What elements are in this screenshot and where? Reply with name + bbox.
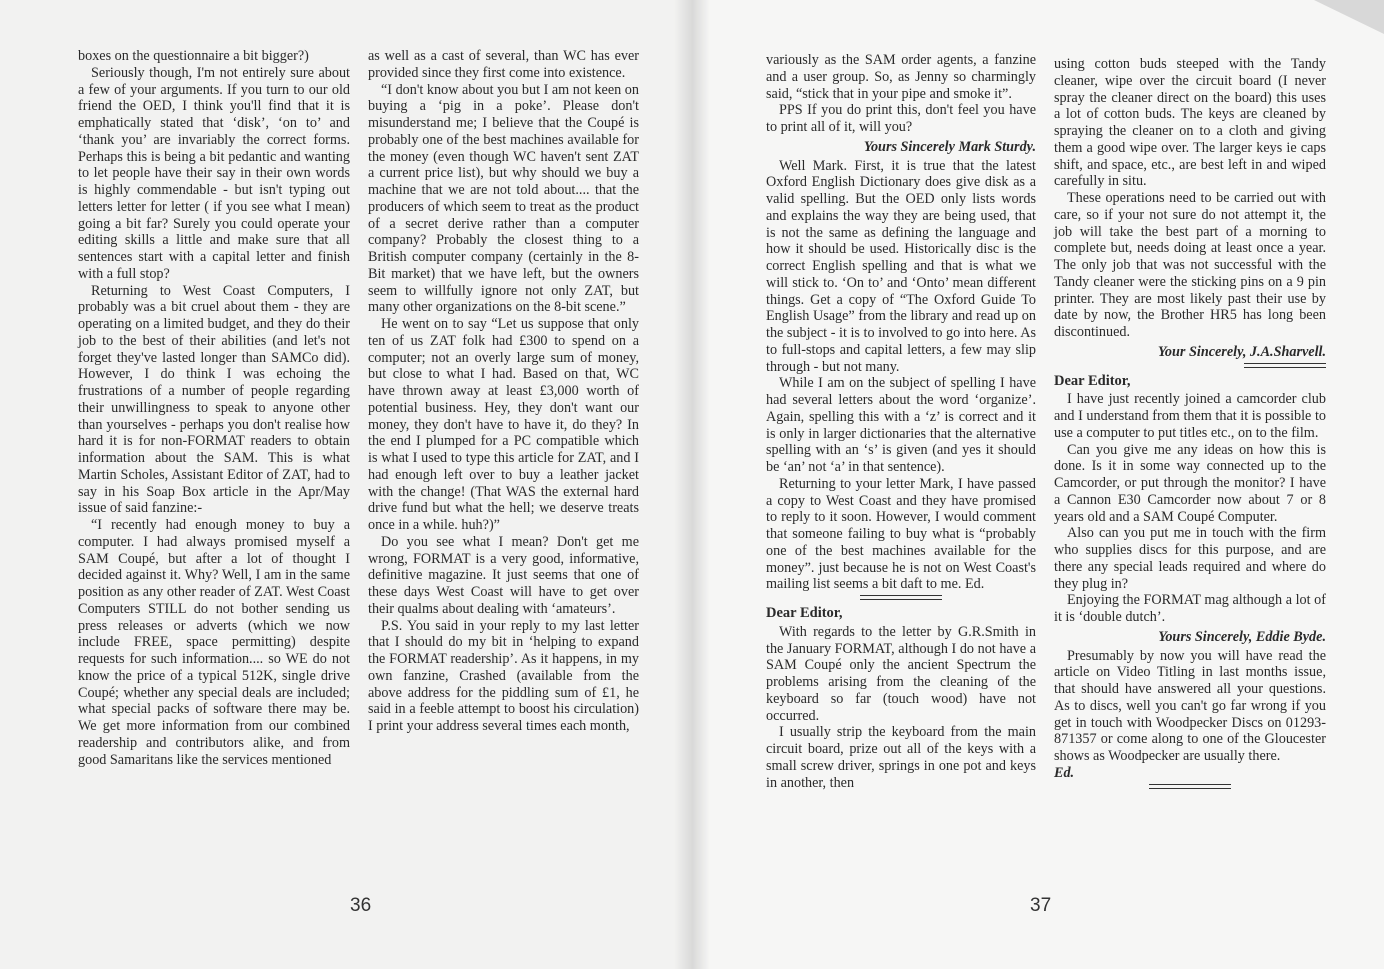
right-page: [692, 0, 1384, 969]
signature: Yours Sincerely, Eddie Byde.: [1158, 628, 1326, 645]
left-column-1: [78, 48, 350, 768]
right-column-2: [1054, 56, 1326, 794]
editor-reply: Returning to your letter Mark, I have passed a copy to West Coast and they have promised to reply to it soon. However, I would comment that someone failing to buy what is “probably one of the best machines available for the money”. just because he is not on West Coast's mailing list seems a bit daft to me. Ed.: [766, 475, 1036, 593]
letter-heading: Dear Editor,: [766, 605, 843, 621]
editor-signoff: Ed.: [1054, 764, 1075, 781]
right-column-1: [766, 52, 1036, 791]
paragraph: variously as the SAM order agents, a fanzine and a user group. So, as Jenny so charmingly said, “stick that in your pipe and smoke it”.: [766, 52, 1036, 102]
divider-rule: [1244, 363, 1326, 368]
paragraph: Also can you put me in touch with the firm who supplies discs for this purpose, and are there any special leads required and where do they plug in?: [1054, 525, 1326, 592]
paragraph: Can you give me any ideas on how this is done. Is it in some way connected up to the Camcorder, or put through the monitor? I have a Cannon E30 Camcorder now about 7 or 8 years old and a SAM Coupé Computer.: [1054, 441, 1326, 525]
page-corner: [1314, 0, 1384, 34]
gutter-shadow: [674, 0, 692, 969]
paragraph: He went on to say “Let us suppose that only ten of us ZAT folk had £300 to spend on a computer; not an overly large sum of money, but close to what I had. Based on that, WC have thrown away at least £3,000 worth of potential business. Hey, they don't want our money, they don't have to have it, do they? In the end I plumped for a PC compatible which is what I used to type this article for ZAT, and I had enough left over to buy a leather jacket with the change! (That WAS the external hard drive fund but what the hell; we deserve treats once in a while. huh?)”: [368, 316, 639, 533]
paragraph: P.S. You said in your reply to my last letter that I should do my bit in ‘helping to expand the FORMAT readership’. As it happens, in my own fanzine, Crashed (available from the above address for the piddling sum of £1, he said in a feeble attempt to boost his circulation) I print your address several times each month,: [368, 617, 639, 734]
editor-reply: Well Mark. First, it is true that the latest Oxford English Dictionary does give disk as a valid spelling. But the OED only lists words and explains the way they are being used, that is not the same as defining the language and how it should be used. Historically disc is the correct English spelling and that is what we will stick to. ‘On to’ and ‘Onto’ mean different things. Get a copy of “The Oxford Guide To English Usage” from the library and read up on the subject - it is to involved to go into here. As to full-stops and capital letters, a few may slip through - but not many.: [766, 157, 1036, 375]
paragraph: using cotton buds steeped with the Tandy cleaner, wipe over the circuit board (I never spray the cleaner direct on the board) this uses a lot of cotton buds. The keys are cleaned by spraying the cleaner on to a cloth and giving them a good wipe over. The larger keys ie caps shift, and space, etc., are best left in and wiped carefully in situ.: [1054, 56, 1326, 190]
gutter-shadow: [692, 0, 710, 969]
left-column-2: [368, 48, 639, 735]
divider-rule: [1149, 784, 1231, 789]
page-number: 36: [350, 895, 372, 916]
paragraph: boxes on the questionnaire a bit bigger?): [78, 48, 309, 64]
letter-heading: Dear Editor,: [1054, 372, 1131, 389]
paragraph: PPS If you do print this, don't feel you have to print all of it, will you?: [766, 102, 1036, 135]
paragraph: These operations need to be carried out with care, so if your not sure do not attempt it, the job will take the best part of a morning to complete but, needs doing at least once a year. The only job that was not successful with the Tandy cleaner were the sticking pins on a 9 pin printer. They are most likely past their use by date by now, the Brother HR5 has long been discontinued.: [1054, 190, 1326, 340]
page-number: 37: [1030, 895, 1052, 916]
paragraph: Do you see what I mean? Don't get me wrong, FORMAT is a very good, informative, definitive magazine. It just seems that one of these days West Coast will have to get over their qualms about dealing with ‘amateurs’.: [368, 533, 639, 617]
paragraph: Enjoying the FORMAT mag although a lot of it is ‘double dutch’.: [1054, 592, 1326, 625]
paragraph: as well as a cast of several, than WC has ever provided since they first come into existence.: [368, 48, 639, 81]
paragraph: I usually strip the keyboard from the main circuit board, prize out all of the keys with a small screw driver, springs in one pot and keys in another, then: [766, 724, 1036, 791]
signature: Yours Sincerely Mark Sturdy.: [863, 138, 1036, 155]
signature: Your Sincerely, J.A.Sharvell.: [1157, 343, 1326, 360]
paragraph: I have just recently joined a camcorder club and I understand from them that it is possible to use a computer to put titles etc., on to the film.: [1054, 391, 1326, 441]
paragraph: With regards to the letter by G.R.Smith in the January FORMAT, although I do not have a SAM Coupé only the ancient Spectrum the problems arising from the cleaning of the keyboard so far (touch wood) have not occurred.: [766, 623, 1036, 724]
paragraph: “I don't know about you but I am not keen on buying a ‘pig in a poke’. Please don't misunderstand me; I believe that the Coupé is probably one of the best machines available for the money (even though WC haven't sent ZAT a current price list), but why should we buy a machine that we are not told about.... that the producers of which seem to treat as the product of a secret derive rather than a computer company? Probably the closest thing to a British computer company (certainly in the 8-Bit market) that we have left, but the owners seem to willfully ignore not only ZAT, but many other organizations on the 8-bit scene.”: [368, 81, 639, 316]
paragraph: Returning to West Coast Computers, I probably was a bit cruel about them - they are operating on a limited budget, and they do their job to the best of their abilities (and let's not forget they've lasted longer than SAMCo did). However, I do think I was echoing the frustrations of a number of people regarding their unwillingness to speak to anyone other than yourselves - perhaps you don't realise how hard it is for non-FORMAT readers to obtain information about the SAM. This is what Martin Scholes, Assistant Editor of ZAT, had to say in his Soap Box article in the Apr/May issue of said fanzine:-: [78, 282, 350, 517]
editor-reply: Presumably by now you will have read the article on Video Titling in last months issue, that should have answered all your questions. As to discs, well you can't go far wrong if you get in touch with Woodpecker Discs on 01293-871357 or come along to one of the Gloucester shows as Woodpecker are usually there.: [1054, 647, 1326, 764]
editor-reply: While I am on the subject of spelling I have had several letters about the word ‘organize’. Again, spelling this with a ‘z’ is correct and it is only in larger dictionaries that the alternative spelling with an ‘s’ is given (and yes it should be ‘an’ not ‘a’ in that sentence).: [766, 375, 1036, 475]
paragraph: Seriously though, I'm not entirely sure about a few of your arguments. If you turn to our old friend the OED, I think you'll find that it is emphatically stated that ‘disk’, ‘on to’ and ‘thank you’ are invariably the correct forms. Perhaps this is being a bit pedantic and wanting to let people have their say in their own words is highly commendable - but isn't typing out letters letter for letter ( if you see what I mean) going a bit far? Surely you could operate your editing skills a little and make sure that all sentences start with a capital letter and finish with a full stop?: [78, 64, 350, 282]
divider-rule: [860, 595, 942, 600]
paragraph: “I recently had enough money to buy a computer. I had always promised myself a SAM Coupé, but after a lot of thought I decided against it. Why? Well, I am in the same position as any other reader of ZAT. West Coast Computers STILL do not bother sending us press releases or adverts (which we now include FREE, space permitting) despite requests for such information.... so WE do not know the price of a typical 512K, single drive Coupé; whether any special deals are included; what special packs of software there may be. We get more information from our combined readership and contributors alike, and from good Samaritans like the services mentioned: [78, 517, 350, 768]
